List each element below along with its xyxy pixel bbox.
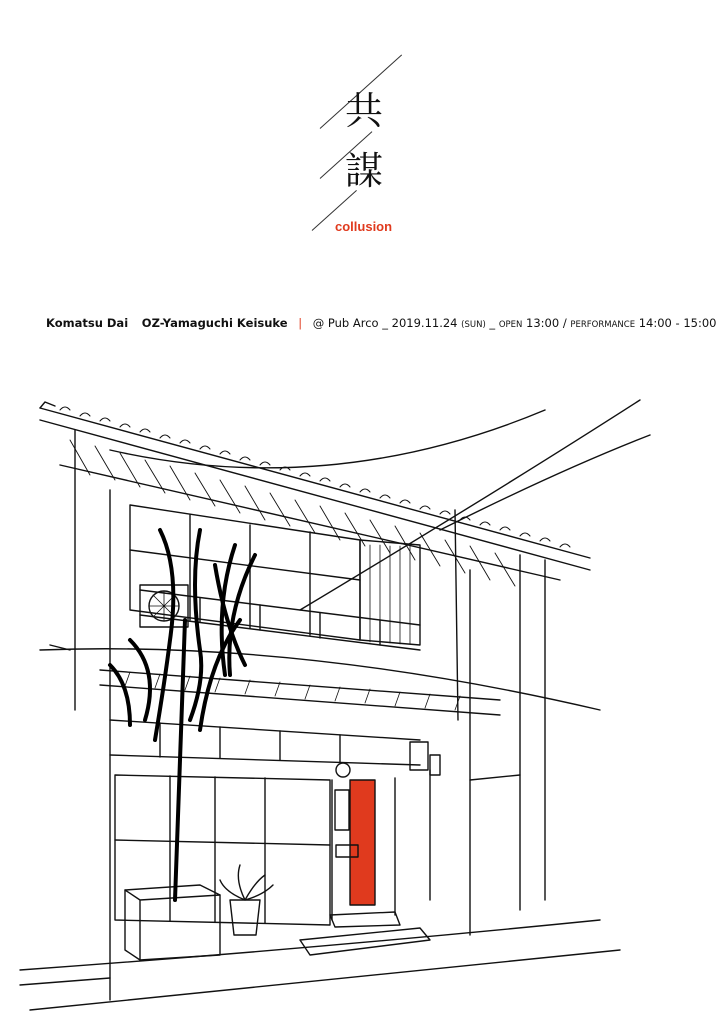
info-dash: _ bbox=[489, 316, 496, 330]
open-time: 13:00 / bbox=[526, 316, 567, 330]
performer-2: OZ-Yamaguchi Keisuke bbox=[141, 316, 288, 330]
event-info bbox=[46, 316, 717, 330]
ground-floor-frame bbox=[115, 775, 330, 925]
info-separator: | bbox=[298, 316, 303, 330]
red-doorway bbox=[350, 780, 375, 905]
open-label: OPEN bbox=[498, 320, 523, 330]
venue-date: @ Pub Arco _ 2019.11.24 bbox=[312, 316, 458, 330]
title-kanji-1: 共 bbox=[345, 89, 384, 133]
performance-time: 14:00 - 15:00 bbox=[638, 316, 717, 330]
meter-box bbox=[410, 742, 428, 770]
weekday: (SUN) bbox=[461, 320, 486, 330]
performer-1: Komatsu Dai bbox=[46, 316, 129, 330]
wire bbox=[440, 435, 650, 530]
title-subtitle: collusion bbox=[335, 219, 393, 234]
lamp bbox=[336, 763, 350, 777]
building-sketch-icon bbox=[0, 380, 721, 1024]
street bbox=[20, 920, 600, 970]
performance-label: PERFORMANCE bbox=[570, 320, 636, 330]
wire bbox=[110, 410, 545, 468]
potted-plant bbox=[230, 900, 260, 935]
title-kanji-2: 謀 bbox=[345, 149, 384, 193]
